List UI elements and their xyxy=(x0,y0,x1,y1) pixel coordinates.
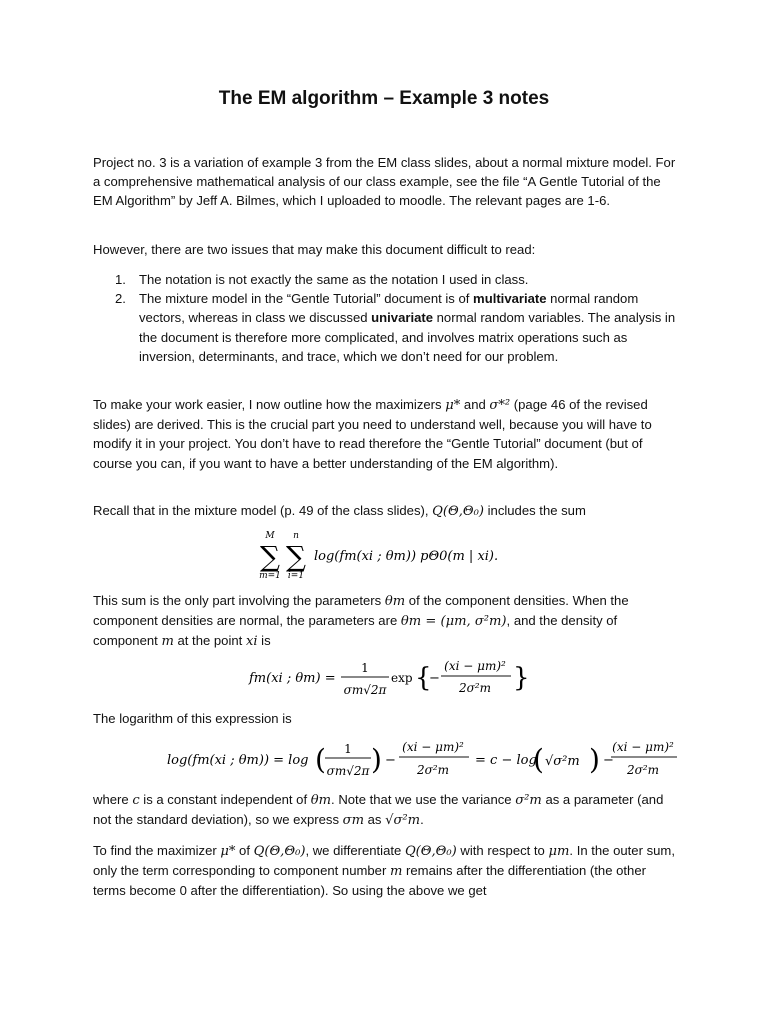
max-text-a: To find the maximizer xyxy=(93,843,221,858)
bold-univariate: univariate xyxy=(371,310,434,326)
left-paren: ( xyxy=(315,743,326,776)
const-text-a: where xyxy=(93,792,133,807)
equation-log-density xyxy=(165,735,680,785)
log-term-num: (xi − μm)² xyxy=(612,740,674,754)
sqrt-variance-symbol: √σ²m xyxy=(385,813,421,829)
max-text-e: . In the outer sum, only the term corresponding to component number xyxy=(93,843,675,879)
recall-text-b: includes the sum xyxy=(483,503,586,518)
bold-multivariate: multivariate xyxy=(473,291,547,307)
outline-text-b: (page 46 of the revised slides) are derived. This is the crucial part you need to understand well, because you will have to modify it in your project. You don’t have to read therefore the “Gentle Tutorial” document (but of course you can, if you want to have a better understanding of the EM algorithm). xyxy=(93,397,652,471)
log-frac-num: 1 xyxy=(344,742,352,756)
right-brace: } xyxy=(513,663,530,693)
c-symbol: c xyxy=(132,793,140,808)
outline-text-a: To make your work easier, I now outline how the maximizers xyxy=(93,397,446,412)
issues-list xyxy=(93,270,679,366)
constant-minus-log: = c − log xyxy=(475,753,537,768)
max-text-f: remains after the differentiation (the other terms become 0 after the differentiation). So using the above we get xyxy=(93,863,646,899)
list-item-text-pre: The mixture model in the “Gentle Tutorial” document is of xyxy=(139,291,474,307)
density-lhs: fm(xi ; θm) = xyxy=(249,671,336,686)
theta-m-symbol: θm xyxy=(384,594,406,609)
params-text-b: of the component densities. When the component densities are normal, the parameters are xyxy=(93,593,629,629)
log-lhs: log(fm(xi ; θm)) = log xyxy=(167,753,309,768)
list-item-text-mid: normal random vectors, whereas in class we discussed xyxy=(139,291,639,326)
paragraph-intro: Project no. 3 is a variation of example 3 from the EM class slides, about a normal mixture model. For a comprehensive mathematical analysis of our class example, see the file “A Gentle Tutorial of the EM Algorithm” by Jeff A. Bilmes, which I uploaded to moodle. The relevant pages are 1-6. xyxy=(93,155,676,209)
sum-lower-m: m=1 xyxy=(259,571,281,581)
right-paren: ) xyxy=(371,743,382,776)
paragraph-maximizer xyxy=(93,841,679,901)
page-title: The EM algorithm – Example 3 notes xyxy=(218,88,550,109)
mu-star-symbol: μ* xyxy=(445,398,461,413)
sum-upper-n: n xyxy=(293,531,299,541)
params-text-e: is xyxy=(257,633,271,649)
equation-double-sum xyxy=(250,526,530,584)
sigma-star-symbol: σ*² xyxy=(489,398,511,413)
max-text-b: of xyxy=(235,843,254,858)
list-item-text-post: normal random variables. The analysis in the document is therefore more complicated, and involves matrix operations such as inversion, determinants, and trace, which we don’t need for our problem. xyxy=(139,310,676,364)
left-brace: { xyxy=(415,663,432,693)
paragraph-outline xyxy=(93,395,679,473)
exponent-num: (xi − μm)² xyxy=(444,659,506,673)
right-paren: ) xyxy=(589,743,600,776)
left-paren: ( xyxy=(533,743,544,776)
minus-sign: − xyxy=(603,753,614,768)
q-function: Q(Θ,Θ₀) xyxy=(432,504,484,519)
log-term-den: 2σ²m xyxy=(626,763,660,777)
params-text-c: , and the density of component xyxy=(93,613,618,649)
sum-upper-M: M xyxy=(265,531,275,541)
exp-function: exp xyxy=(391,671,413,685)
log-term-num: (xi − μm)² xyxy=(402,740,464,754)
equation-normal-density xyxy=(245,652,535,702)
theta-m-symbol: θm xyxy=(310,793,332,808)
variance-symbol: σ²m xyxy=(515,793,542,808)
xi-symbol: xi xyxy=(245,634,258,650)
sigma-m-symbol: σm xyxy=(342,813,365,829)
density-den: σm√2π xyxy=(343,683,387,697)
theta-equation: θm = (μm, σ²m) xyxy=(400,614,507,630)
const-text-d: as a parameter (and not the standard deviation), so we express xyxy=(93,792,664,828)
list-number: 1. xyxy=(115,272,126,287)
mu-star-symbol: μ* xyxy=(220,844,236,859)
minus-sign: − xyxy=(429,671,440,686)
exponent-den: 2σ²m xyxy=(458,681,492,695)
recall-text-a: Recall that in the mixture model (p. 49 of the class slides), xyxy=(93,503,433,518)
density-num: 1 xyxy=(361,661,369,675)
sqrt-variance: √σ²m xyxy=(545,754,580,769)
const-text-e: as xyxy=(364,812,386,828)
paragraph-parameters xyxy=(93,591,679,652)
sum-symbol: ∑ xyxy=(260,540,280,573)
const-text-b: is a constant independent of xyxy=(139,792,311,807)
q-function: Q(Θ,Θ₀) xyxy=(404,844,457,859)
outline-text-and: and xyxy=(460,397,490,412)
params-text-d: at the point xyxy=(173,633,246,649)
sum-body: log(fm(xi ; θm)) pΘ0(m | xi). xyxy=(314,549,499,564)
max-text-d: with respect to xyxy=(456,843,549,858)
max-text-c: , we differentiate xyxy=(305,843,405,858)
const-text-c: . Note that we use the variance xyxy=(331,792,516,807)
paragraph-constant xyxy=(93,790,679,830)
minus-sign: − xyxy=(385,753,396,768)
sum-lower-i: i=1 xyxy=(287,571,305,581)
paragraph-issues: However, there are two issues that may make this document difficult to read: xyxy=(93,242,536,257)
const-text-f: . xyxy=(420,812,424,828)
m-symbol: m xyxy=(389,864,403,880)
m-symbol: m xyxy=(161,634,174,650)
log-frac-den: σm√2π xyxy=(326,764,370,778)
list-number: 2. xyxy=(115,291,126,307)
params-text-a: This sum is the only part involving the parameters xyxy=(93,593,385,608)
q-function: Q(Θ,Θ₀) xyxy=(253,844,306,859)
log-term-den: 2σ²m xyxy=(416,763,450,777)
mu-m-symbol: μm xyxy=(548,844,570,859)
sum-symbol: ∑ xyxy=(286,540,306,573)
list-item xyxy=(93,270,679,289)
list-item xyxy=(93,289,679,366)
paragraph-recall xyxy=(93,501,679,521)
paragraph-logarithm: The logarithm of this expression is xyxy=(93,711,292,726)
list-item-text: The notation is not exactly the same as the notation I used in class. xyxy=(139,272,529,287)
